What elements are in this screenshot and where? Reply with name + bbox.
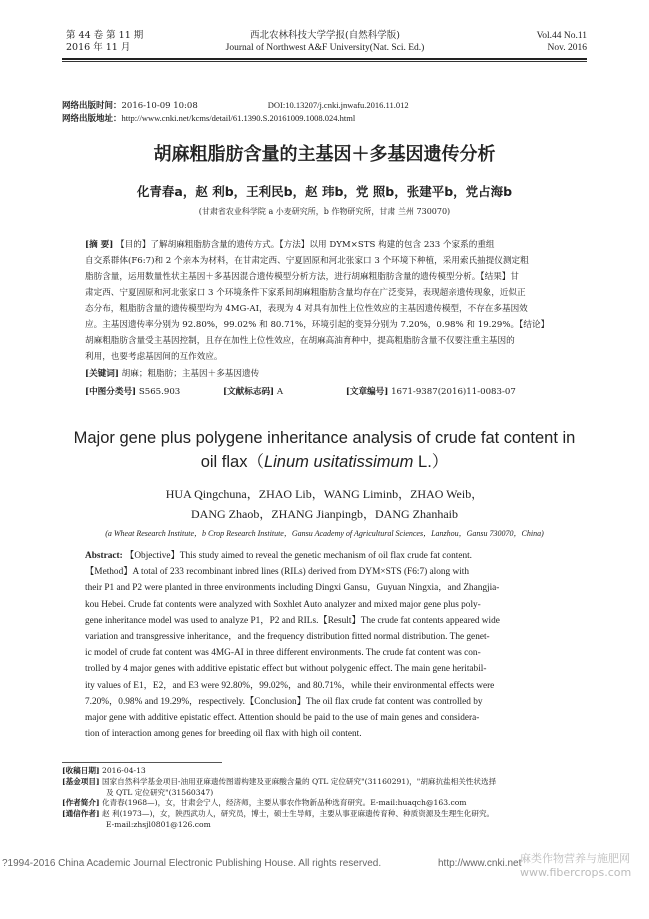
abstract-en <box>85 548 577 742</box>
doc-code-label: [文献标志码] <box>223 387 275 397</box>
abstract-cn-line: 应。主基因遗传率分别为 92.80%，99.02% 和 80.71%，环境引起的变异分别为 7.20%，0.98% 和 19.29%。【结论】 <box>85 320 550 330</box>
abstract-en-line: their P1 and P2 were planted in three environments including Dingxi Gansu，Guyuan Ningxia，and Zhangjia- <box>85 583 500 594</box>
doi: DOI:10.13207/j.cnki.jnwafu.2016.11.012 <box>267 100 409 110</box>
online-time: 2016-10-09 10:08 <box>121 101 198 111</box>
issue-info <box>66 30 186 54</box>
issue-date: 2016 年 11 月 <box>66 42 131 53</box>
abstract-en-line: 【Method】A total of 233 recombinant inbred lines (RILs) derived from DYM×STS (F6:7) along with <box>85 567 470 578</box>
header-rule-thin <box>62 61 587 62</box>
abstract-en-label: Abstract: <box>85 551 123 561</box>
abstract-cn-line: 自交系群体(F6:7)和 2 个亲本为材料，在甘肃定西、宁夏固原和河北张家口 3 个环境下种植，采用索氏抽提仪测定粗 <box>85 256 529 266</box>
keywords-cn-value: 胡麻；粗脂肪；主基因＋多基因遗传 <box>121 369 260 379</box>
vol-info-en <box>490 30 587 54</box>
clc-label: [中图分类号] <box>85 387 137 397</box>
online-url-label: 网络出版地址： <box>62 114 122 124</box>
meta-cn <box>85 384 575 400</box>
abstract-en-line: trolled by 4 major genes with additive epistatic effect but without polygenic effect. The main gene heritabil- <box>85 664 487 675</box>
abstract-en-line: major gene with additive epistatic effect. Attention should be paid to the use of main genes and considera- <box>85 713 480 724</box>
abstract-cn <box>85 237 575 365</box>
fund-line1: 国家自然科学基金项目-油用亚麻遗传图谱构建及亚麻酸含量的 QTL 定位研究"(31160291)，"胡麻抗盐相关性状选择 <box>101 776 497 786</box>
authors-en <box>62 484 587 524</box>
abstract-cn-line: 脂肪含量，运用数量性状主基因＋多基因混合遗传模型分析方法，进行胡麻粗脂肪含量的遗传模型分析。【结果】甘 <box>85 272 519 282</box>
abstract-cn-line: 肃定西、宁夏固原和河北张家口 3 个环境条件下家系间胡麻粗脂肪含量均存在广泛变异，表现超亲遗传现象，近似正 <box>85 288 526 298</box>
doc-code-value: A <box>276 387 284 397</box>
authors-en-line1: HUA Qingchuna，ZHAO Lib，WANG Liminb，ZHAO Weib， <box>165 487 484 501</box>
header-rule <box>62 58 587 60</box>
abstract-en-line: 【Objective】This study aimed to reveal the genetic mechanism of oil flax crude fat content. <box>125 551 472 561</box>
abstract-cn-line: 胡麻粗脂肪含量受主基因控制，且存在加性上位性效应，在胡麻高油育种中，提高粗脂肪含量不仅要注重主基因的 <box>85 336 515 346</box>
abstract-en-line: kou Hebei. Crude fat contents were analyzed with Soxhlet Auto analyzer and mixed major gene plus poly- <box>85 599 481 610</box>
author-intro: 化青春(1968—)，女，甘肃会宁人，经济师，主要从事农作物新品种选育研究。E-mail:huaqch@163.com <box>101 798 467 808</box>
title-en-line1: Major gene plus polygene inheritance analysis of crude fat content in <box>73 429 576 447</box>
online-info <box>62 99 587 125</box>
corr-author-label: [通信作者] <box>62 809 100 819</box>
title-en-species: Linum usitatissimum <box>263 453 414 471</box>
title-cn: 胡麻粗脂肪含量的主基因＋多基因遗传分析 <box>153 144 496 165</box>
authors-en-line2: DANG Zhaob，ZHANG Jianpingb，DANG Zhanhaib <box>191 507 458 521</box>
received-label: [收稿日期] <box>62 766 100 775</box>
footnote-rule <box>62 762 222 763</box>
corr-email: E-mail:zhsjl0801@126.com <box>106 819 211 829</box>
article-id-value: 1671-9387(2016)11-0083-07 <box>391 387 516 397</box>
authors-cn: 化青春a，赵 利b，王利民b，赵 玮b，党 照b，张建平b，党占海b <box>136 184 513 199</box>
received-date: 2016-04-13 <box>101 766 146 775</box>
abstract-en-line: tion of interaction among genes for breeding oil flax with high oil content. <box>85 729 362 740</box>
online-time-label: 网络出版时间： <box>62 101 122 111</box>
journal-name <box>190 30 460 54</box>
abstract-en-line: gene inheritance model was used to analyze P1，P2 and RILs.【Result】The crude fat contents appeared wide <box>85 615 500 626</box>
footnotes <box>62 766 587 831</box>
abstract-cn-line: 利用，也要考虑基因间的互作效应。 <box>85 352 223 362</box>
abstract-en-line: variation and transgressive inheritance，and the frequency distribution fitted normal distribution. The genet- <box>85 632 490 643</box>
title-en-line2b: L.） <box>413 453 449 471</box>
title-en <box>62 426 587 474</box>
abstract-en-line: ic model of crude fat content was 4MG-AI in three different environments. The crude fat content was con- <box>85 648 481 659</box>
abstract-cn-line: 态分布，粗脂肪含量的遗传模型均为 4MG-AI，表现为 4 对具有加性上位性效应的主基因遗传模型，不存在多基因效 <box>85 304 528 314</box>
article-id-label: [文章编号] <box>345 387 389 397</box>
keywords-cn-label: [关键词] <box>85 369 119 379</box>
abstract-cn-line: 【目的】了解胡麻粗脂肪含量的遗传方式。【方法】以用 DYM×STS 构建的包含 233 个家系的重组 <box>116 240 495 250</box>
abstract-en-line: ity values of E1，E2，and E3 were 92.80%，99.02%，and 80.71%，while their environmental effects were <box>85 680 495 691</box>
keywords-cn <box>85 366 575 382</box>
affiliation-cn: (甘肃省农业科学院 a 小麦研究所，b 作物研究所，甘肃 兰州 730070) <box>198 207 451 216</box>
online-url-link[interactable]: http://www.cnki.net/kcms/detail/61.1390.S.20161009.1008.024.html <box>121 113 356 123</box>
fund-line2: 及 QTL 定位研究"(31560347) <box>106 787 214 797</box>
abstract-cn-label: [摘 要] <box>85 240 114 250</box>
corr-author: 赵 利(1973—)，女，陕西武功人，研究员，博士，硕士生导师，主要从事亚麻遗传育种、种质资源及生理生化研究。 <box>101 809 495 819</box>
journal-name-en: Journal of Northwest A&F University(Nat. Sci. Ed.) <box>225 43 425 53</box>
vol-no-en: Vol.44 No.11 <box>536 31 587 41</box>
copyright: ?1994-2016 China Academic Journal Electronic Publishing House. All rights reserved. <box>2 858 382 869</box>
abstract-en-line: 7.20%，0.98% and 19.29%，respectively.【Conclusion】The oil flax crude fat content was controlled by <box>85 696 483 707</box>
journal-name-cn: 西北农林科技大学学报(自然科学版) <box>250 30 400 41</box>
date-en: Nov. 2016 <box>547 43 587 53</box>
volume-issue: 第 44 卷 第 11 期 <box>66 30 144 41</box>
author-intro-label: [作者简介] <box>62 798 100 808</box>
fund-label: [基金项目] <box>62 776 100 786</box>
clc-value: S565.903 <box>138 387 181 397</box>
cnki-url[interactable]: http://www.cnki.net <box>438 858 522 869</box>
title-en-line2a: oil flax（ <box>200 453 264 471</box>
affiliation-en: (a Wheat Research Institute，b Crop Research Institute，Gansu Academy of Agricultural Sciences，Lanzhou，Gansu 730070，China) <box>105 529 544 538</box>
watermark-text: 麻类作物营养与施肥网 www.fibercrops.com <box>520 852 632 879</box>
